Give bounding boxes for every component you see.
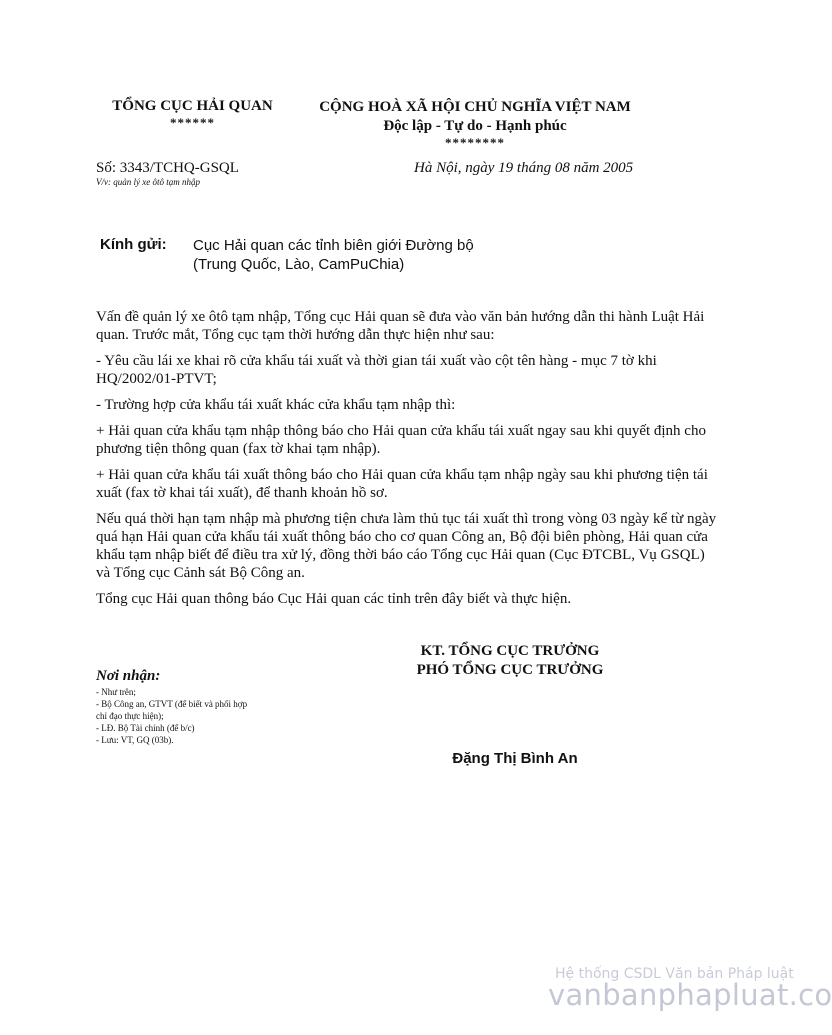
motto-stars: ******** [445,135,505,150]
body-paragraph: + Hải quan cửa khẩu tái xuất thông báo cho Hải quan cửa khẩu tạm nhập ngày sau khi phương tiện tái xuất (fax tờ khai tái xuất), để thanh khoản hồ sơ. [96,467,708,501]
body-paragraph: - Trường hợp cửa khẩu tái xuất khác cửa khẩu tạm nhập thì: [96,397,456,413]
document-date: Hà Nội, ngày 19 tháng 08 năm 2005 [414,160,634,176]
agency-name: TỔNG CỤC HẢI QUAN [112,98,273,114]
motto: Độc lập - Tự do - Hạnh phúc [383,118,567,134]
signer-name: Đặng Thị Bình An [452,750,578,767]
address-line-2: (Trung Quốc, Lào, CamPuChia) [193,256,405,273]
signature-block [395,642,625,680]
body-paragraph: + Hải quan cửa khẩu tạm nhập thông báo cho Hải quan cửa khẩu tái xuất ngay sau khi quyết định cho phương tiện thông quan (fax tờ khai tạm nhập). [96,423,706,457]
address-label: Kính gửi: [100,236,167,253]
watermark-line-2: vanbanphapluat.co [548,978,832,1012]
agency-stars: ****** [170,115,215,130]
nation-name: CỘNG HOÀ XÃ HỘI CHỦ NGHĨA VIỆT NAM [319,99,631,115]
body-paragraph: - Yêu cầu lái xe khai rõ cửa khẩu tái xuất và thời gian tái xuất vào cột tên hàng - mục 7 tờ khi HQ/2002/01-PTVT; [96,353,657,387]
body-paragraph: Vấn đề quản lý xe ôtô tạm nhập, Tổng cục Hải quan sẽ đưa vào văn bản hướng dẫn thi hành Luật Hải quan. Trước mắt, Tổng cục tạm thời hướng dẫn thực hiện như sau: [96,309,705,343]
national-header [290,98,660,150]
watermark-line-1: Hệ thống CSDL Văn bản Pháp luật [555,966,794,982]
recipient-item: - LĐ. Bộ Tài chính (để b/c) [96,723,195,733]
document-subject: V/v: quản lý xe ôtô tạm nhập [96,177,200,187]
recipients-list [96,686,256,746]
signer-title-2: PHÓ TỔNG CỤC TRƯỞNG [416,662,604,678]
recipients-title: Nơi nhận: [96,668,161,684]
recipient-item: - Như trên; [96,687,136,697]
body-paragraph: Nếu quá thời hạn tạm nhập mà phương tiện chưa làm thủ tục tái xuất thì trong vòng 03 ngày kể từ ngày quá hạn Hải quan cửa khẩu tái xuất thông báo cho cơ quan Công an, Bộ đội biên phòng, Hải quan cửa khẩu tạm nhập biết để điều tra xử lý, đồng thời báo cáo Tổng cục Hải quan (Cục ĐTCBL, Vụ GSQL) và Tổng cục Cảnh sát Bộ Công an. [96,511,717,581]
signer-title-1: KT. TỔNG CỤC TRƯỞNG [420,643,600,659]
recipient-item: - Bộ Công an, GTVT (để biết và phối hợp chỉ đạo thực hiện); [96,699,248,721]
body-paragraph: Tổng cục Hải quan thông báo Cục Hải quan các tỉnh trên đây biết và thực hiện. [96,591,572,607]
recipient-item: - Lưu: VT, GQ (03b). [96,735,174,745]
address-recipients [193,236,474,274]
agency-header [80,98,305,131]
address-line-1: Cục Hải quan các tỉnh biên giới Đường bộ [193,237,474,254]
document-body [96,308,721,616]
document-number: Số: 3343/TCHQ-GSQL [96,160,239,176]
